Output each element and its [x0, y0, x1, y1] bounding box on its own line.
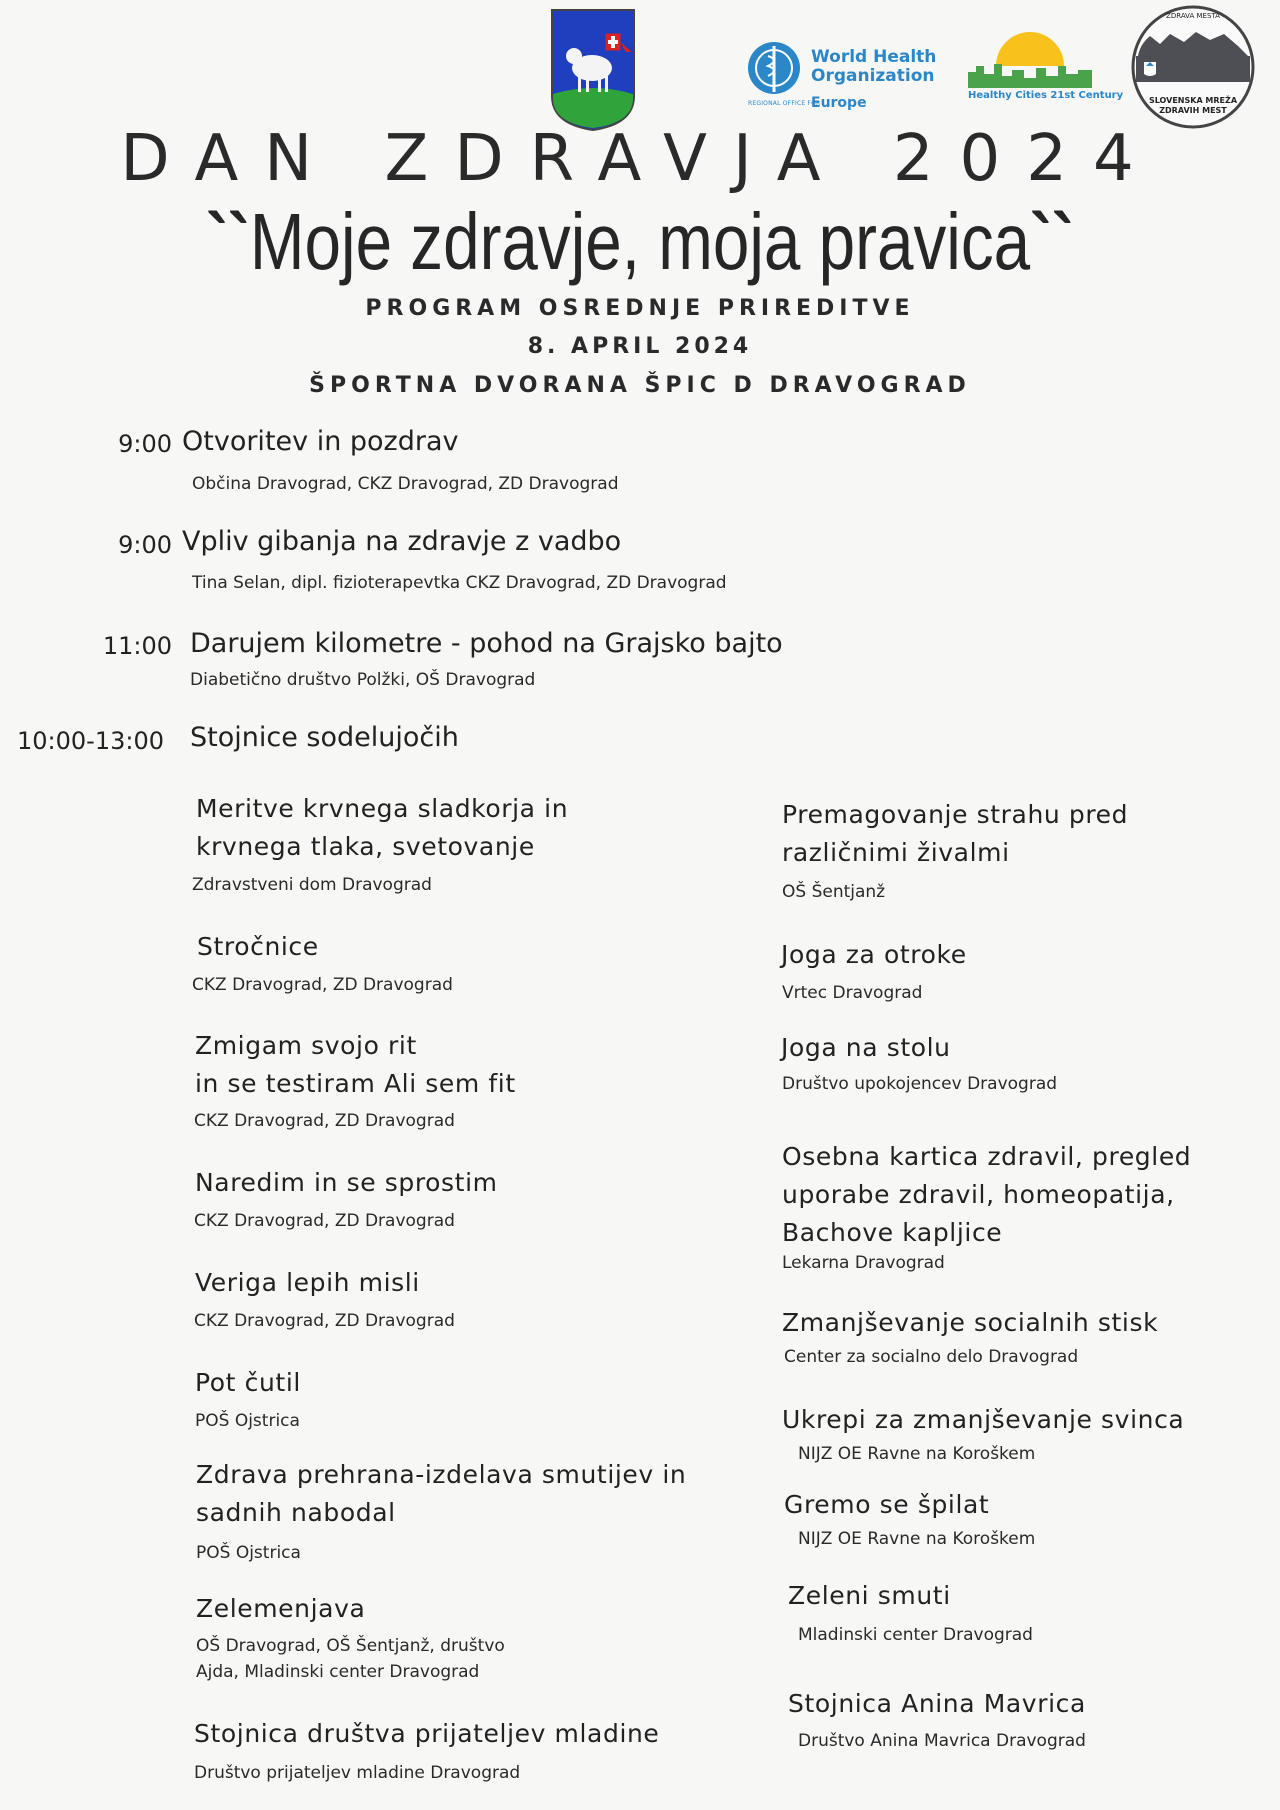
schedule-title: Darujem kilometre - pohod na Grajsko bajto: [190, 628, 783, 659]
stand-org: OŠ Dravograd, OŠ Šentjanž, društvo Ajda, Mladinski center Dravograd: [196, 1636, 505, 1682]
stand-item: Zmanjševanje socialnih stisk: [782, 1308, 1159, 1337]
schedule-org: Diabetično društvo Polžki, OŠ Dravograd: [190, 670, 536, 690]
schedule-time: 10:00-13:00: [17, 727, 164, 755]
schedule-title: Vpliv gibanja na zdravje z vadbo: [182, 526, 622, 557]
stand-item: Ukrepi za zmanjševanje svinca: [782, 1405, 1185, 1434]
stand-org: POŠ Ojstrica: [196, 1543, 301, 1563]
stand-item: Zmigam svojo rit in se testiram Ali sem fit: [195, 1031, 516, 1098]
stand-org: Center za socialno delo Dravograd: [784, 1347, 1079, 1367]
stand-org: NIJZ OE Ravne na Koroškem: [798, 1444, 1036, 1464]
zdrava-mesta-bottom-label: SLOVENSKA MREŽA ZDRAVIH MEST: [1148, 96, 1238, 115]
stand-org: OŠ Šentjanž: [782, 882, 886, 902]
stand-item: Stojnica Anina Mavrica: [788, 1689, 1086, 1718]
who-name: World Health Organization: [811, 47, 937, 86]
who-regional-label: REGIONAL OFFICE FOR: [748, 100, 821, 107]
healthy-cities-label: Healthy Cities 21st Century: [968, 90, 1124, 101]
stand-org: CKZ Dravograd, ZD Dravograd: [194, 1111, 455, 1131]
stand-item: Gremo se špilat: [784, 1490, 990, 1519]
stand-org: Vrtec Dravograd: [782, 983, 923, 1003]
stand-item: Zdrava prehrana-izdelava smutijev in sadnih nabodal: [196, 1460, 687, 1527]
stand-item: Pot čutil: [195, 1368, 301, 1397]
stand-org: Mladinski center Dravograd: [798, 1625, 1033, 1645]
stand-item: Zeleni smuti: [788, 1581, 951, 1610]
schedule-org: Tina Selan, dipl. fizioterapevtka CKZ Dravograd, ZD Dravograd: [192, 573, 727, 593]
page-title: DAN ZDRAVJA 2024: [120, 122, 1160, 196]
schedule-title: Stojnice sodelujočih: [190, 722, 459, 753]
municipality-crest-logo: [548, 6, 638, 132]
schedule-org: Občina Dravograd, CKZ Dravograd, ZD Dravograd: [192, 474, 619, 494]
program-heading: PROGRAM OSREDNJE PRIREDITVE: [365, 296, 915, 321]
stand-item: Stročnice: [197, 932, 319, 961]
stand-item: Osebna kartica zdravil, pregled uporabe zdravil, homeopatija, Bachove kapljice: [782, 1142, 1192, 1247]
stand-item: Joga na stolu: [781, 1033, 951, 1062]
stand-org: CKZ Dravograd, ZD Dravograd: [192, 975, 453, 995]
schedule-time: 9:00: [118, 430, 172, 458]
stand-item: Naredim in se sprostim: [195, 1168, 498, 1197]
page-subtitle: ``Moje zdravje, moja pravica``: [206, 197, 1074, 286]
event-date: 8. APRIL 2024: [527, 334, 753, 359]
stand-org: Društvo Anina Mavrica Dravograd: [798, 1731, 1086, 1751]
schedule-title: Otvoritev in pozdrav: [182, 426, 459, 457]
stand-org: Društvo upokojencev Dravograd: [782, 1074, 1058, 1094]
stand-item: Zelemenjava: [196, 1594, 366, 1623]
stand-item: Veriga lepih misli: [195, 1268, 420, 1297]
stand-org: CKZ Dravograd, ZD Dravograd: [194, 1211, 455, 1231]
schedule-time: 11:00: [102, 632, 172, 660]
who-europe-label: Europe: [811, 95, 867, 111]
stand-org: Lekarna Dravograd: [782, 1253, 945, 1273]
stand-item: Premagovanje strahu pred različnimi živalmi: [782, 800, 1129, 867]
stand-org: Zdravstveni dom Dravograd: [192, 875, 432, 895]
zdrava-mesta-top-label: ZDRAVA MESTA: [1166, 12, 1220, 20]
stand-item: Joga za otroke: [781, 940, 967, 969]
stand-item: Stojnica društva prijateljev mladine: [194, 1719, 660, 1748]
stand-item: Meritve krvnega sladkorja in krvnega tlaka, svetovanje: [196, 794, 569, 861]
event-venue: ŠPORTNA DVORANA ŠPIC D DRAVOGRAD: [309, 373, 971, 398]
stand-org: CKZ Dravograd, ZD Dravograd: [194, 1311, 455, 1331]
stand-org: NIJZ OE Ravne na Koroškem: [798, 1529, 1036, 1549]
stand-org: POŠ Ojstrica: [195, 1411, 300, 1431]
stand-org: Društvo prijateljev mladine Dravograd: [194, 1763, 521, 1783]
schedule-time: 9:00: [118, 531, 172, 559]
